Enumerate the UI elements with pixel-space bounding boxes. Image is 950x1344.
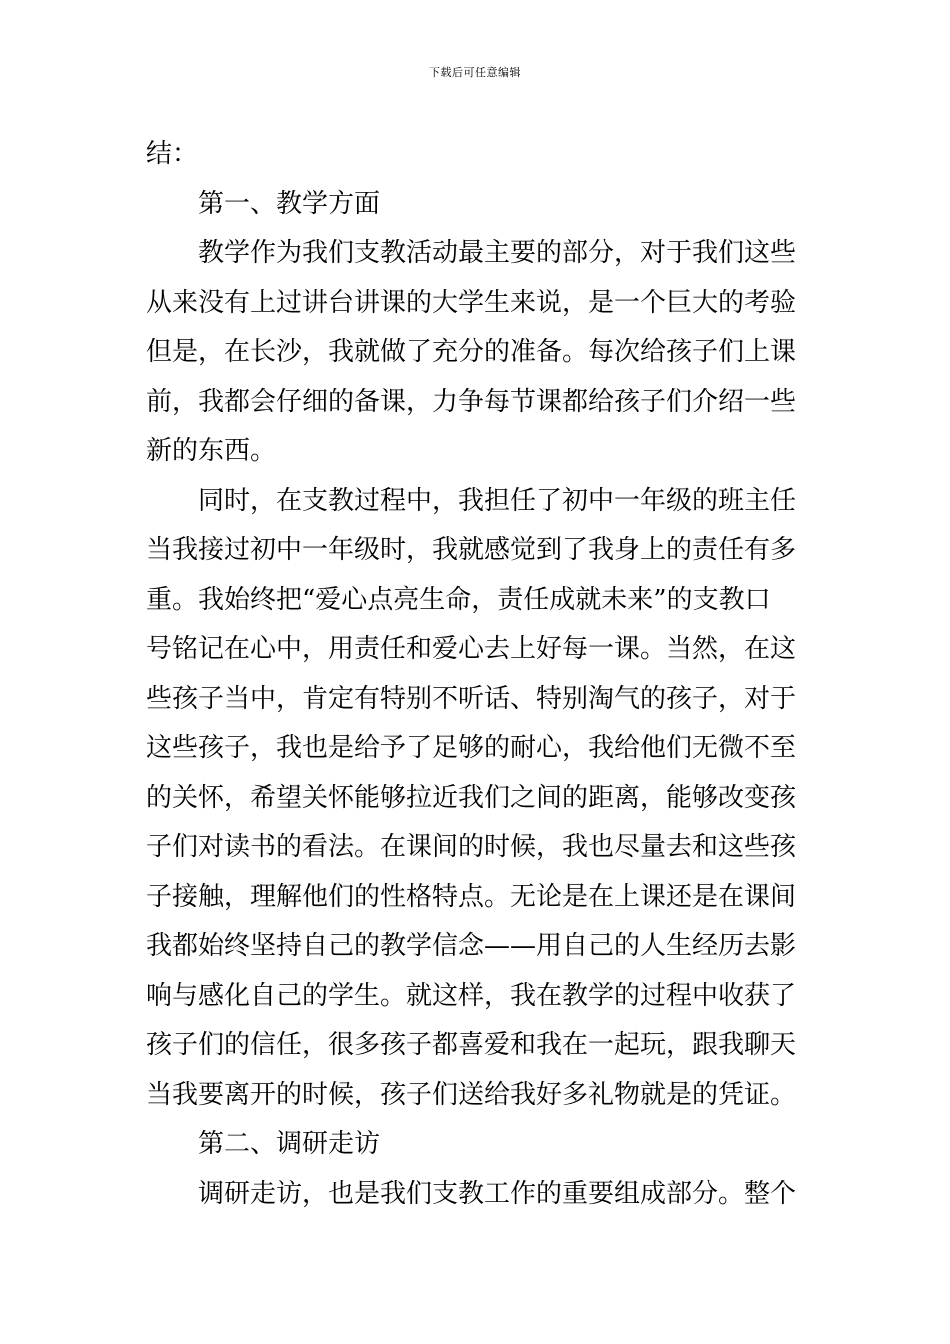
text-line: 响与感化自己的学生。就这样，我在教学的过程中收获了 [146, 980, 797, 1011]
section-heading: 第二、调研走访 [198, 1129, 381, 1159]
text-line: 结： [146, 139, 199, 169]
text-line: 重。我始终把“爱心点亮生命，责任成就未来”的支教口 [146, 584, 771, 615]
text-line: 这些孩子，我也是给予了足够的耐心，我给他们无微不至 [146, 733, 797, 763]
text-line: 我都始终坚持自己的教学信念——用自己的人生经历去影 [146, 931, 797, 961]
text-line: 孩子们的信任，很多孩子都喜爱和我在一起玩，跟我聊天 [146, 1030, 797, 1060]
text-line: 些孩子当中，肯定有特别不听话、特别淘气的孩子，对于 [146, 683, 797, 714]
text-line: 当我要离开的时候，孩子们送给我好多礼物就是的凭证。 [146, 1079, 797, 1110]
section-heading: 第一、教学方面 [198, 188, 381, 219]
text-line: 的关怀，希望关怀能够拉近我们之间的距离，能够改变孩 [146, 782, 797, 813]
text-line: 从来没有上过讲台讲课的大学生来说，是一个巨大的考验 [146, 287, 797, 318]
page-header: 下载后可任意编辑 [429, 66, 521, 79]
text-line: 子接触，理解他们的性格特点。无论是在上课还是在课间 [146, 881, 797, 912]
text-line: 号铭记在心中，用责任和爱心去上好每一课。当然，在这 [146, 634, 797, 664]
text-line: 前，我都会仔细的备课，力争每节课都给孩子们介绍一些 [146, 386, 797, 417]
text-line: 但是，在长沙，我就做了充分的准备。每次给孩子们上课 [146, 337, 797, 367]
text-line: 调研走访，也是我们支教工作的重要组成部分。整个 [198, 1178, 797, 1209]
text-line: 同时，在支教过程中，我担任了初中一年级的班主任 [198, 485, 797, 516]
text-line: 教学作为我们支教活动最主要的部分，对于我们这些 [198, 238, 797, 268]
text-line: 新的东西。 [146, 436, 277, 466]
text-line: 当我接过初中一年级时，我就感觉到了我身上的责任有多 [146, 535, 797, 565]
document-body [146, 130, 806, 1219]
text-line: 子们对读书的看法。在课间的时候，我也尽量去和这些孩 [146, 832, 797, 862]
